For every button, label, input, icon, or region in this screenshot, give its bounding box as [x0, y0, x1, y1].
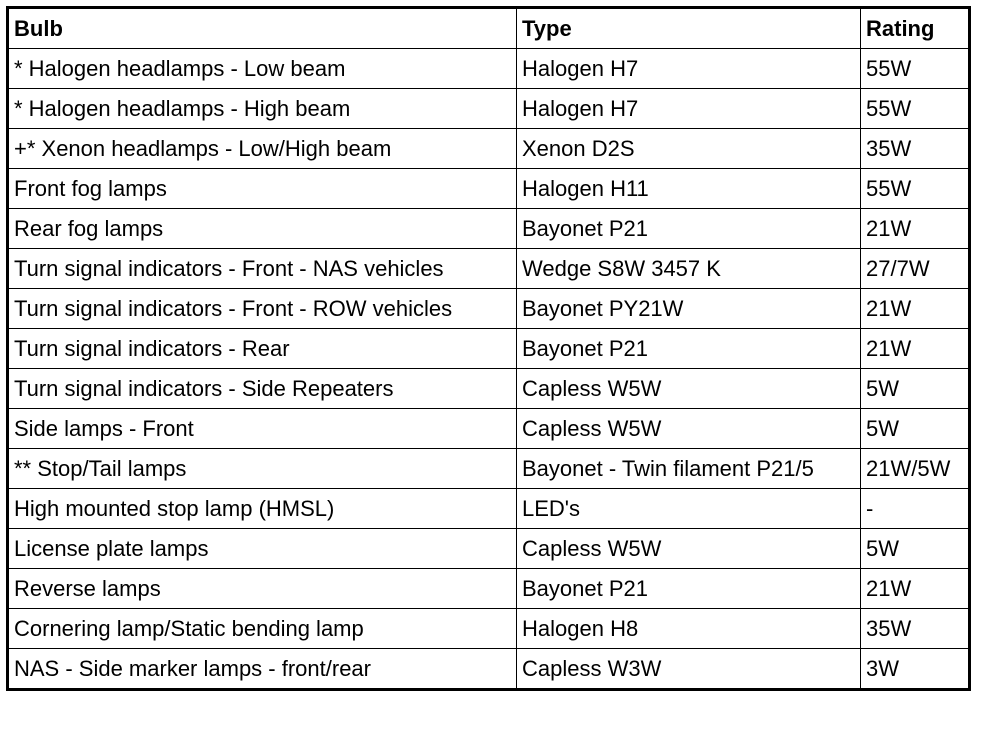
header-rating: Rating	[861, 8, 970, 49]
table-row	[8, 609, 970, 649]
header-type: Type	[517, 8, 861, 49]
table-row	[8, 169, 970, 209]
table-row	[8, 409, 970, 449]
cell-type: Bayonet P21	[517, 209, 861, 249]
cell-rating: 21W	[861, 289, 970, 329]
cell-type: Halogen H8	[517, 609, 861, 649]
cell-type: Bayonet P21	[517, 329, 861, 369]
table-row	[8, 569, 970, 609]
cell-rating: -	[861, 489, 970, 529]
cell-bulb: High mounted stop lamp (HMSL)	[8, 489, 517, 529]
cell-type: Halogen H7	[517, 89, 861, 129]
cell-bulb: Turn signal indicators - Front - ROW vehicles	[8, 289, 517, 329]
cell-bulb: * Halogen headlamps - High beam	[8, 89, 517, 129]
cell-type: Bayonet P21	[517, 569, 861, 609]
cell-rating: 21W	[861, 569, 970, 609]
table-row	[8, 289, 970, 329]
cell-bulb: Reverse lamps	[8, 569, 517, 609]
cell-rating: 55W	[861, 89, 970, 129]
table-row	[8, 249, 970, 289]
header-bulb: Bulb	[8, 8, 517, 49]
cell-type: Capless W3W	[517, 649, 861, 690]
cell-bulb: Turn signal indicators - Side Repeaters	[8, 369, 517, 409]
table-header-row	[8, 8, 970, 49]
table-row	[8, 649, 970, 690]
table-row	[8, 329, 970, 369]
cell-type: Wedge S8W 3457 K	[517, 249, 861, 289]
cell-rating: 21W	[861, 209, 970, 249]
cell-type: Bayonet - Twin filament P21/5	[517, 449, 861, 489]
cell-bulb: Front fog lamps	[8, 169, 517, 209]
cell-bulb: Cornering lamp/Static bending lamp	[8, 609, 517, 649]
cell-type: Halogen H11	[517, 169, 861, 209]
cell-bulb: +* Xenon headlamps - Low/High beam	[8, 129, 517, 169]
cell-type: Capless W5W	[517, 409, 861, 449]
table-row	[8, 489, 970, 529]
cell-bulb: Side lamps - Front	[8, 409, 517, 449]
cell-rating: 5W	[861, 529, 970, 569]
cell-bulb: ** Stop/Tail lamps	[8, 449, 517, 489]
cell-rating: 55W	[861, 49, 970, 89]
table-row	[8, 89, 970, 129]
cell-rating: 27/7W	[861, 249, 970, 289]
cell-type: Capless W5W	[517, 529, 861, 569]
bulb-specification-table	[6, 6, 971, 691]
cell-bulb: NAS - Side marker lamps - front/rear	[8, 649, 517, 690]
cell-type: Halogen H7	[517, 49, 861, 89]
cell-bulb: Turn signal indicators - Front - NAS vehicles	[8, 249, 517, 289]
cell-rating: 21W/5W	[861, 449, 970, 489]
table-row	[8, 529, 970, 569]
cell-rating: 35W	[861, 129, 970, 169]
cell-bulb: License plate lamps	[8, 529, 517, 569]
cell-rating: 35W	[861, 609, 970, 649]
cell-rating: 21W	[861, 329, 970, 369]
table-row	[8, 369, 970, 409]
cell-rating: 5W	[861, 409, 970, 449]
cell-type: LED's	[517, 489, 861, 529]
table-body	[8, 49, 970, 690]
table-row	[8, 129, 970, 169]
table-row	[8, 449, 970, 489]
table-row	[8, 209, 970, 249]
cell-bulb: Rear fog lamps	[8, 209, 517, 249]
table-row	[8, 49, 970, 89]
cell-type: Bayonet PY21W	[517, 289, 861, 329]
cell-bulb: * Halogen headlamps - Low beam	[8, 49, 517, 89]
cell-rating: 55W	[861, 169, 970, 209]
cell-bulb: Turn signal indicators - Rear	[8, 329, 517, 369]
cell-type: Xenon D2S	[517, 129, 861, 169]
cell-rating: 3W	[861, 649, 970, 690]
cell-type: Capless W5W	[517, 369, 861, 409]
cell-rating: 5W	[861, 369, 970, 409]
